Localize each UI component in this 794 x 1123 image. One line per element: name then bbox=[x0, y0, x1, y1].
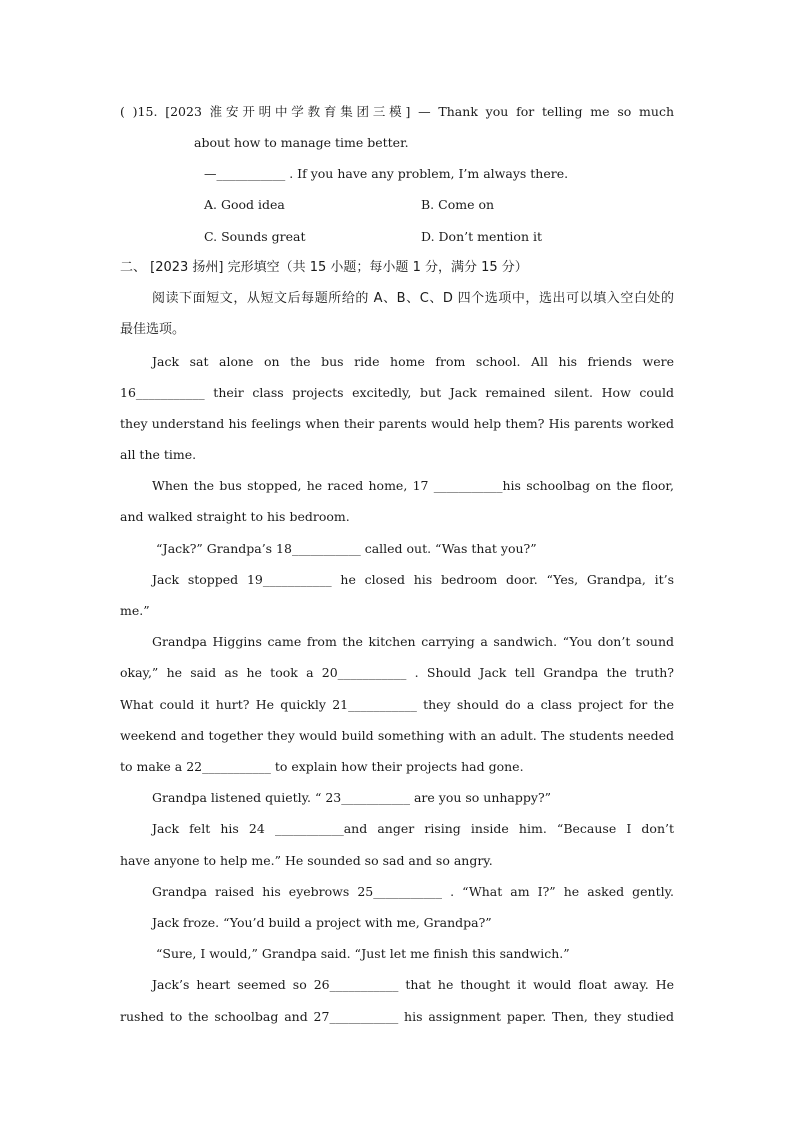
passage-line: Jack stopped 19___________ he closed his bedroom door. “Yes, Grandpa, it’s bbox=[152, 572, 674, 587]
passage-line: When the bus stopped, he raced home, 17 ___________his schoolbag on the floor, bbox=[152, 478, 674, 493]
section-heading: 二、 [2023 扬州] 完形填空（共 15 小题；每小题 1 分，满分 15 分） bbox=[120, 260, 528, 275]
passage-line: Grandpa Higgins came from the kitchen carrying a sandwich. “You don’t sound bbox=[152, 634, 674, 649]
question-15-response: —___________ . If you have any problem, I’m always there. bbox=[204, 166, 569, 181]
passage-line: What could it hurt? He quickly 21___________ they should do a class project for the bbox=[120, 697, 674, 712]
passage-line: Jack sat alone on the bus ride home from school. All his friends were bbox=[152, 354, 674, 369]
question-15-stem: ( )15. [2023 淮安开明中学教育集团三模] — Thank you for telling me so much bbox=[120, 104, 674, 119]
passage-line: all the time. bbox=[120, 447, 197, 462]
option-b: B. Come on bbox=[421, 197, 495, 212]
passage-line: and walked straight to his bedroom. bbox=[120, 509, 350, 524]
passage-line: Grandpa listened quietly. “ 23___________ are you so unhappy?” bbox=[152, 790, 552, 805]
option-c: C. Sounds great bbox=[204, 229, 306, 244]
passage-line: they understand his feelings when their parents would help them? His parents worked bbox=[120, 416, 674, 431]
passage-line: rushed to the schoolbag and 27___________ his assignment paper. Then, they studied bbox=[120, 1009, 674, 1024]
passage-line: weekend and together they would build something with an adult. The students needed bbox=[120, 728, 674, 743]
passage-line: 16___________ their class projects excitedly, but Jack remained silent. How could bbox=[120, 385, 674, 400]
question-15-stem-continued: about how to manage time better. bbox=[194, 135, 409, 150]
section-instruction: 阅读下面短文，从短文后每题所给的 A、B、C、D 四个选项中，选出可以填入空白处的 bbox=[152, 291, 674, 306]
passage-line: okay,” he said as he took a 20___________ . Should Jack tell Grandpa the truth? bbox=[120, 665, 674, 680]
passage-line: to make a 22___________ to explain how their projects had gone. bbox=[120, 759, 524, 774]
passage-line: Jack froze. “You’d build a project with me, Grandpa?” bbox=[152, 915, 492, 930]
passage-line: Grandpa raised his eyebrows 25___________ . “What am I?” he asked gently. bbox=[152, 884, 674, 899]
passage-line: Jack’s heart seemed so 26___________ that he thought it would float away. He bbox=[152, 977, 674, 992]
passage-line: me.” bbox=[120, 603, 150, 618]
section-instruction-continued: 最佳选项。 bbox=[120, 322, 186, 337]
option-a: A. Good idea bbox=[204, 197, 285, 212]
passage-line: “Sure, I would,” Grandpa said. “Just let me finish this sandwich.” bbox=[156, 946, 570, 961]
passage-line: Jack felt his 24 ___________and anger rising inside him. “Because I don’t bbox=[152, 821, 674, 836]
passage-line: have anyone to help me.” He sounded so sad and so angry. bbox=[120, 853, 493, 868]
option-d: D. Don’t mention it bbox=[421, 229, 542, 244]
passage-line: “Jack?” Grandpa’s 18___________ called out. “Was that you?” bbox=[156, 541, 537, 556]
